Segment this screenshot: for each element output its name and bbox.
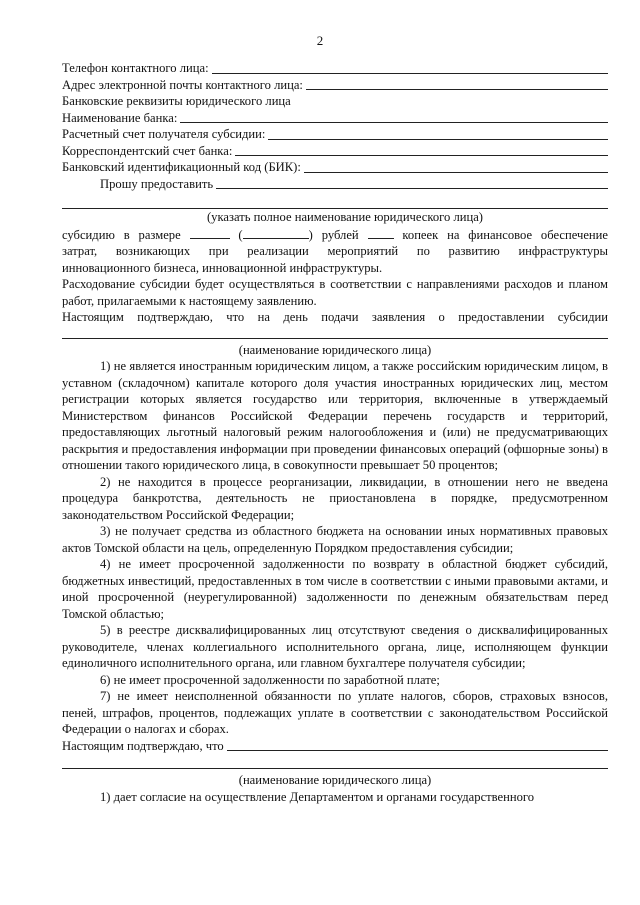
confirm-paragraph: Настоящим подтверждаю, что на день подачи заявления о предоставлении субсидии <box>62 310 608 324</box>
phone-input-line[interactable] <box>212 61 608 74</box>
request-label: Прошу предоставить <box>100 176 214 191</box>
org-name-caption: (наименование юридического лица) <box>238 342 432 357</box>
rubles-words-blank[interactable] <box>243 226 309 239</box>
corr-account-label: Корреспондентский счет банка: <box>62 143 233 158</box>
phone-field-row <box>62 60 608 77</box>
condition-item-5: 5) в реестре дисквалифицированных лиц отсутствуют сведения о дисквалифицированных руководителе, членах коллегиального исполнительного органа, лице, исполняющем функции единоличного исполнительного органа, или главном бухгалтере получателя субсидии; <box>62 623 608 670</box>
condition-item-4: 4) не имеет просроченной задолженности по возврату в областной бюджет субсидий, бюджетных инвестиций, предоставленных в том числе в соответствии с иными правовыми актами, и иной просроченной (неурегулированной) задолженности по денежным обязательствам перед Томской областью; <box>62 557 608 621</box>
bank-name-label: Наименование банка: <box>62 110 178 125</box>
corr-account-input-line[interactable] <box>235 143 608 156</box>
condition-item-2: 2) не находится в процессе реорганизации, ликвидации, в отношении него не введена процедура банкротства, деятельность не приостановлена в порядке, предусмотренном законодательством Российской Федерации; <box>62 474 608 522</box>
page-number: 2 <box>316 33 324 48</box>
corr-account-row <box>62 143 608 160</box>
request-row <box>62 176 608 193</box>
condition-item-3: 3) не получает средства из областного бюджета на основании иных нормативных правовых актов Томской области на цель, определенную Порядком предоставления субсидии; <box>62 524 608 555</box>
subsidy-line-2: затрат, возникающих при реализации мероприятий по развитию инфраструктуры <box>62 244 608 258</box>
confirm2-input-line[interactable] <box>227 738 608 751</box>
subsidy-text-4: копеек на финансовое обеспечение <box>402 227 608 242</box>
application-form <box>62 60 608 805</box>
email-label: Адрес электронной почты контактного лица: <box>62 77 303 92</box>
subsidy-amount-line <box>62 226 608 244</box>
condition-item-7: 7) не имеет неисполненной обязанности по уплате налогов, сборов, страховых взносов, пеней, штрафов, процентов, подлежащих уплате в соответствии с законодательством Российской Федерации о налогах и сборах. <box>62 689 608 736</box>
account-row <box>62 126 608 143</box>
email-field-row <box>62 77 608 94</box>
subsidy-text-1: субсидию в размере <box>62 227 181 242</box>
bank-name-input-line[interactable] <box>180 110 608 123</box>
org-name2-input-line[interactable] <box>62 756 608 769</box>
bank-name-row <box>62 110 608 127</box>
phone-label: Телефон контактного лица: <box>62 61 209 75</box>
org-name-input-line[interactable] <box>62 326 608 339</box>
account-input-line[interactable] <box>268 127 608 140</box>
condition-item-1: 1) не является иностранным юридическим лицом, а также российским юридическим лицом, в уставном (складочном) капитале которого доля участия иностранных юридических лиц, местом регистрации которых является государство или территория, включенные в утверждаемый Министерством финансов Российской Федерации перечень государств и территорий, предоставляющих льготный налоговый режим налогообложения и (или) не предусматривающих раскрытия и предоставления информации при проведении финансовых операций (офшорные зоны) в отношении такого юридического лица, в совокупности превышает 50 процентов; <box>62 359 608 472</box>
spending-paragraph: Расходование субсидии будет осуществляться в соответствии с направлениями расходов и планом работ, прилагаемыми к настоящему заявлению. <box>62 277 608 308</box>
subsidy-text-2: ( <box>238 227 243 242</box>
account-label: Расчетный счет получателя субсидии: <box>62 127 266 141</box>
bik-row <box>62 159 608 176</box>
full-name-caption: (указать полное наименование юридического лица) <box>206 210 484 224</box>
confirm2-label: Настоящим подтверждаю, что <box>62 738 224 753</box>
subsidy-line-3: инновационного бизнеса, инновационной инфраструктуры. <box>62 260 383 275</box>
bank-details-heading: Банковские реквизиты юридического лица <box>62 94 291 108</box>
condition-item-6: 6) не имеет просроченной задолженности по заработной плате; <box>100 672 440 687</box>
consent-item-1: 1) дает согласие на осуществление Департаментом и органами государственного <box>100 789 535 804</box>
rubles-digits-blank[interactable] <box>190 226 230 239</box>
confirm2-row <box>62 738 608 755</box>
bik-label: Банковский идентификационный код (БИК): <box>62 160 301 174</box>
kopecks-blank[interactable] <box>368 226 394 239</box>
org-name2-caption: (наименование юридического лица) <box>238 773 432 787</box>
request-input-line[interactable] <box>216 176 608 189</box>
full-name-input-line[interactable] <box>62 196 608 209</box>
bik-input-line[interactable] <box>304 160 608 173</box>
subsidy-text-3: ) рублей <box>308 227 359 242</box>
email-input-line[interactable] <box>306 77 608 90</box>
